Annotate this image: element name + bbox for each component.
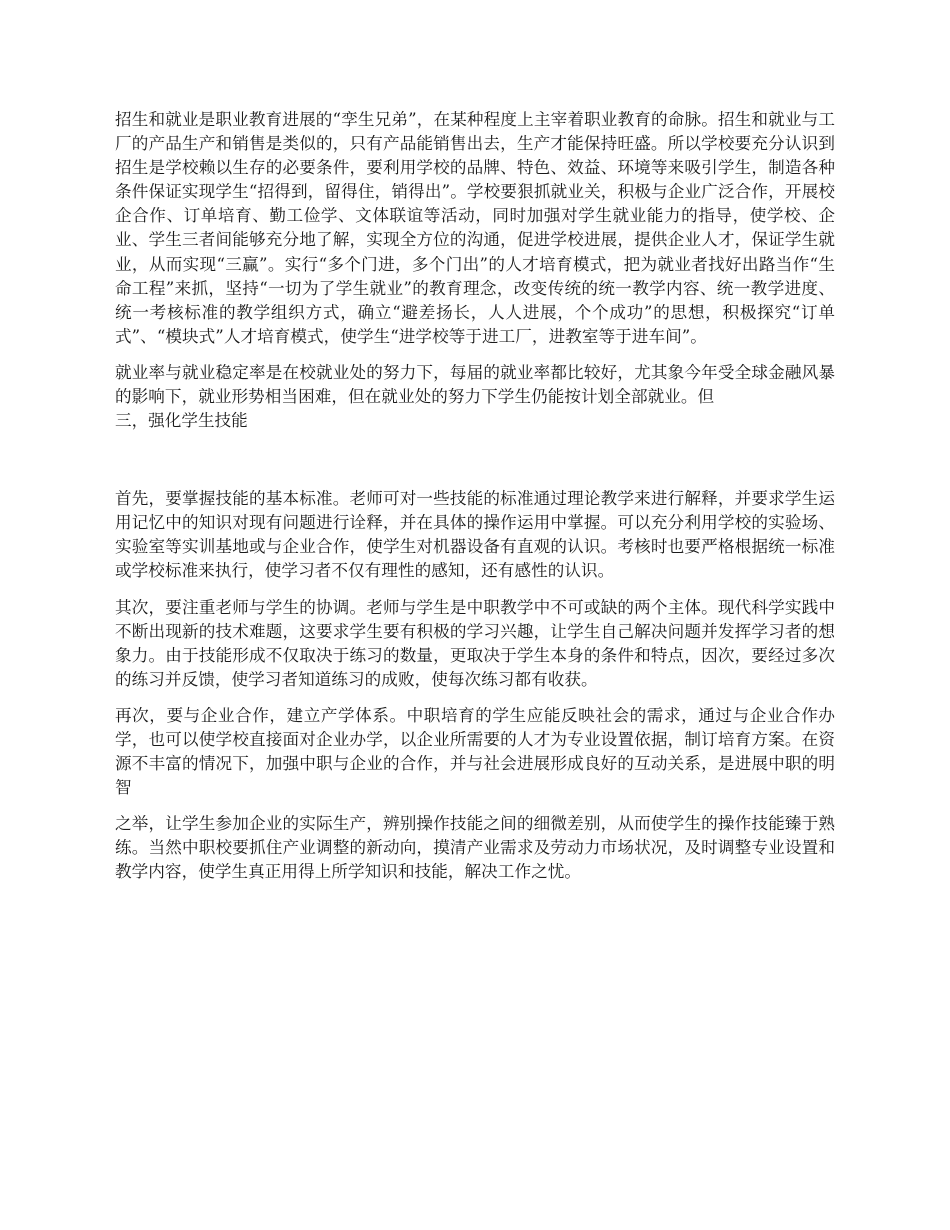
paragraph-enrollment-employment: 招生和就业是职业教育进展的“孪生兄弟”，在某种程度上主宰着职业教育的命脉。招生和就业与工厂的产品生产和销售是类似的，只有产品能销售出去，生产才能保持旺盛。所以学校要充分认识到招生是学校赖以生存的必要条件，要利用学校的品牌、特色、效益、环境等来吸引学生，制造各种条件保证实现学生“招得到，留得住，销得出”。学校要狠抓就业关，积极与企业广泛合作，开展校企合作、订单培育、勤工俭学、文体联谊等活动，同时加强对学生就业能力的指导，使学校、企业、学生三者间能够充分地了解，实现全方位的沟通，促进学校进展，提供企业人才，保证学生就业，从而实现“三赢”。实行“多个门进，多个门出”的人才培育模式，把为就业者找好出路当作“生命工程”来抓，坚持“一切为了学生就业”的教育理念，改变传统的统一教学内容、统一教学进度、统一考核标准的教学组织方式，确立“避差扬长，人人进展，个个成功”的思想，积极探究“订单式”、“模块式”人才培育模式，使学生“进学校等于进工厂，进教室等于进车间”。 [115, 110, 835, 346]
section-heading-skills: 三，强化学生技能 [115, 411, 248, 431]
paragraph-employment-rate: 就业率与就业稳定率是在校就业处的努力下，每届的就业率都比较好，尤其象今年受全球金融风暴的影响下，就业形势相当困难，但在就业处的努力下学生仍能按计划全部就业。但 [115, 362, 835, 407]
paragraph-second-teacher-student: 其次，要注重老师与学生的协调。老师与学生是中职教学中不可或缺的两个主体。现代科学实践中不断出现新的技术难题，这要求学生要有积极的学习兴趣，让学生自己解决问题并发挥学习者的想象力。由于技能形成不仅取决于练习的数量，更取决于学生本身的条件和特点，因次，要经过多次的练习并反馈，使学习者知道练习的成败，使每次练习都有收获。 [115, 597, 835, 689]
paragraph-third-enterprise-cooperation: 再次，要与企业合作，建立产学体系。中职培育的学生应能反映社会的需求，通过与企业合作办学，也可以使学校直接面对企业办学，以企业所需要的人才为专业设置依据，制订培育方案。在资源不丰富的情况下，加强中职与企业的合作，并与社会进展形成良好的互动关系，是进展中职的明智 [115, 705, 835, 798]
paragraph-first-skill-standard: 首先，要掌握技能的基本标准。老师可对一些技能的标准通过理论教学来进行解释，并要求学生运用记忆中的知识对现有问题进行诠释，并在具体的操作运用中掌握。可以充分利用学校的实验场、实验室等实训基地或与企业合作，使学生对机器设备有直观的认识。考核时也要严格根据统一标准或学校标准来执行，使学习者不仅有理性的感知，还有感性的认识。 [115, 489, 835, 581]
paragraph-continuation: 之举，让学生参加企业的实际生产，辨别操作技能之间的细微差别，从而使学生的操作技能臻于熟练。当然中职校要抓住产业调整的新动向，摸清产业需求及劳动力市场状况，及时调整专业设置和教学内容，使学生真正用得上所学知识和技能，解决工作之忧。 [115, 814, 835, 882]
